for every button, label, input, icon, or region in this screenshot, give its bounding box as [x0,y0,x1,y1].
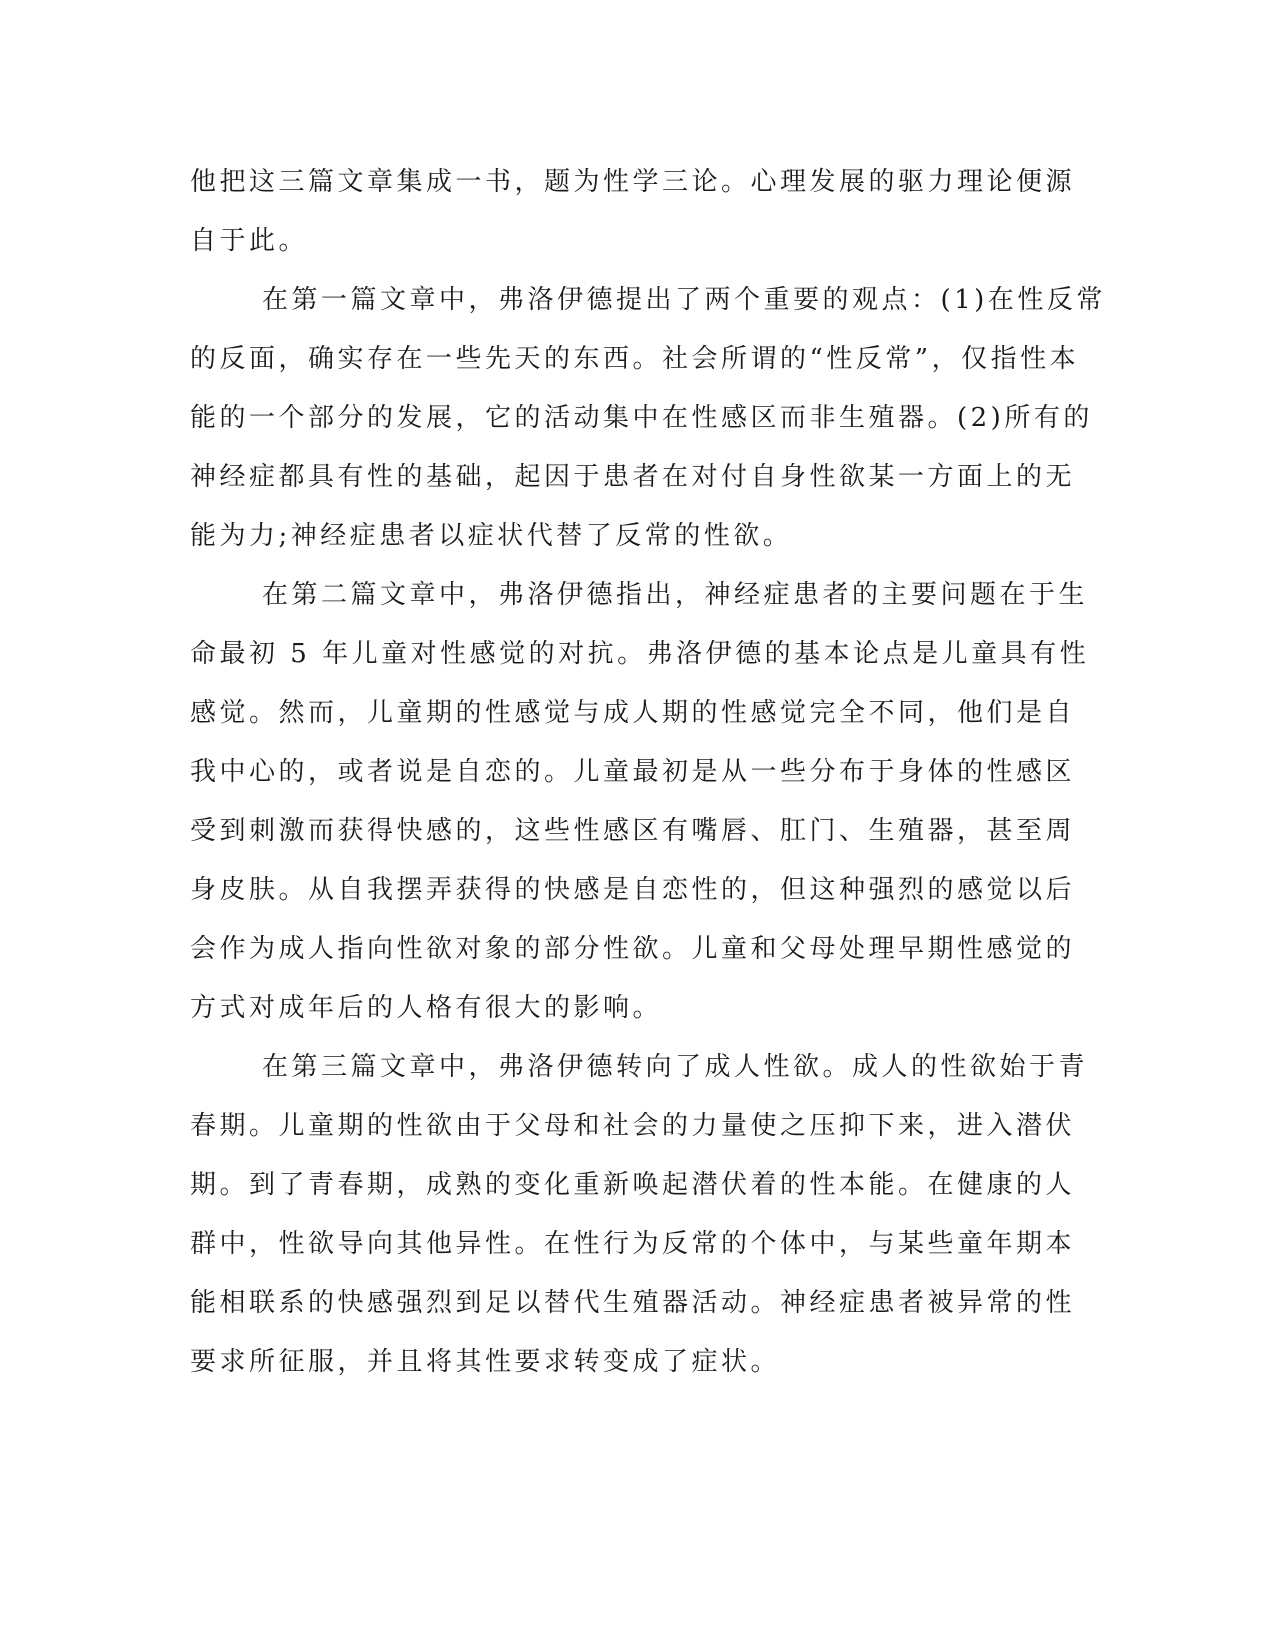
text-line: 期。到了青春期，成熟的变化重新唤起潜伏着的性本能。在健康的人 [190,1170,1076,1200]
text-line: 能相联系的快感强烈到足以替代生殖器活动。神经症患者被异常的性 [190,1288,1076,1318]
text-line: 会作为成人指向性欲对象的部分性欲。儿童和父母处理早期性感觉的 [190,934,1076,964]
paragraph-first-line: 在第三篇文章中，弗洛伊德转向了成人性欲。成人的性欲始于青 [262,1052,1089,1082]
text-line: 我中心的，或者说是自恋的。儿童最初是从一些分布于身体的性感区 [190,757,1076,787]
text-line: 感觉。然而，儿童期的性感觉与成人期的性感觉完全不同，他们是自 [190,698,1076,728]
text-line: 身皮肤。从自我摆弄获得的快感是自恋性的，但这种强烈的感觉以后 [190,875,1076,905]
text-line: 群中，性欲导向其他异性。在性行为反常的个体中，与某些童年期本 [190,1229,1076,1259]
text-line: 春期。儿童期的性欲由于父母和社会的力量使之压抑下来，进入潜伏 [190,1111,1076,1141]
text-line: 方式对成年后的人格有很大的影响。 [190,993,663,1023]
text-line: 能为力;神经症患者以症状代替了反常的性欲。 [190,521,793,551]
text-line: 他把这三篇文章集成一书，题为性学三论。心理发展的驱力理论便源 [190,167,1076,197]
text-line: 的反面，确实存在一些先天的东西。社会所谓的“性反常”，仅指性本 [190,344,1080,374]
text-line: 神经症都具有性的基础，起因于患者在对付自身性欲某一方面上的无 [190,462,1076,492]
paragraph-first-line: 在第二篇文章中，弗洛伊德指出，神经症患者的主要问题在于生 [262,580,1089,610]
text-line: 受到刺激而获得快感的，这些性感区有嘴唇、肛门、生殖器，甚至周 [190,816,1076,846]
text-line: 命最初 5 年儿童对性感觉的对抗。弗洛伊德的基本论点是儿童具有性 [190,639,1090,669]
text-line: 能的一个部分的发展，它的活动集中在性感区而非生殖器。(2)所有的 [190,403,1093,433]
paragraph-first-line: 在第一篇文章中，弗洛伊德提出了两个重要的观点：(1)在性反常 [262,285,1106,315]
text-line: 自于此。 [190,226,309,256]
text-line: 要求所征服，并且将其性要求转变成了症状。 [190,1347,781,1377]
